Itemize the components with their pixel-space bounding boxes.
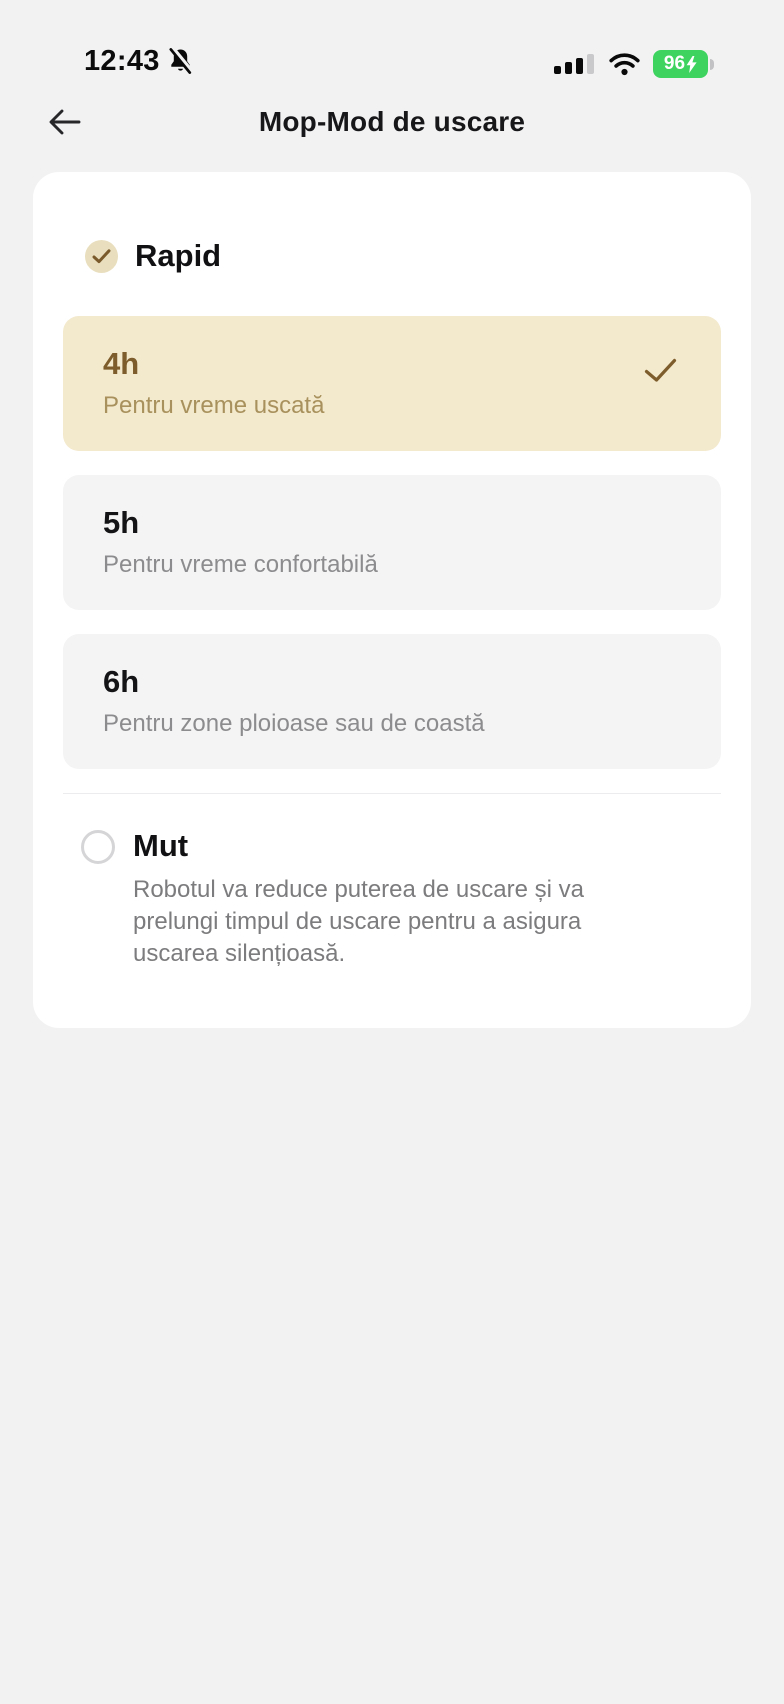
duration-description: Pentru vreme uscată — [103, 392, 325, 419]
duration-option-4h[interactable] — [63, 316, 721, 451]
mute-description: Robotul va reduce puterea de uscare și va prelungi timpul de uscare pentru a asigura uscarea silențioasă. — [133, 876, 584, 967]
notifications-silenced-icon — [167, 47, 194, 76]
battery-percent: 96 — [663, 53, 686, 74]
arrow-left-icon — [46, 126, 83, 141]
duration-description: Pentru vreme confortabilă — [103, 551, 378, 578]
clock: 12:43 — [84, 45, 160, 77]
duration-description: Pentru zone ploioase sau de coastă — [103, 710, 485, 737]
cellular-signal-icon — [554, 54, 596, 74]
section-divider — [63, 793, 721, 794]
drying-mode-card — [33, 172, 751, 1028]
duration-label: 4h — [103, 346, 140, 381]
mute-text-block — [133, 828, 611, 970]
battery-charging-icon — [653, 50, 714, 78]
duration-label: 5h — [103, 505, 140, 540]
mute-label: Mut — [133, 828, 189, 863]
mute-radio-unchecked[interactable] — [81, 830, 115, 864]
rapid-label: Rapid — [135, 238, 222, 273]
duration-label: 6h — [103, 664, 140, 699]
lightning-bolt-icon — [686, 56, 697, 73]
mode-option-rapid[interactable] — [85, 238, 721, 274]
mode-option-mute[interactable] — [81, 828, 721, 970]
status-right — [554, 50, 714, 78]
wifi-icon — [609, 53, 640, 76]
status-left — [84, 45, 194, 78]
back-button[interactable] — [42, 103, 87, 142]
selected-check-icon — [644, 358, 677, 388]
duration-option-6h[interactable] — [63, 634, 721, 769]
page-title: Mop-Mod de uscare — [258, 106, 526, 137]
rapid-checked-icon[interactable] — [85, 240, 118, 273]
nav-bar — [0, 90, 784, 154]
status-bar — [0, 0, 784, 90]
duration-option-5h[interactable] — [63, 475, 721, 610]
